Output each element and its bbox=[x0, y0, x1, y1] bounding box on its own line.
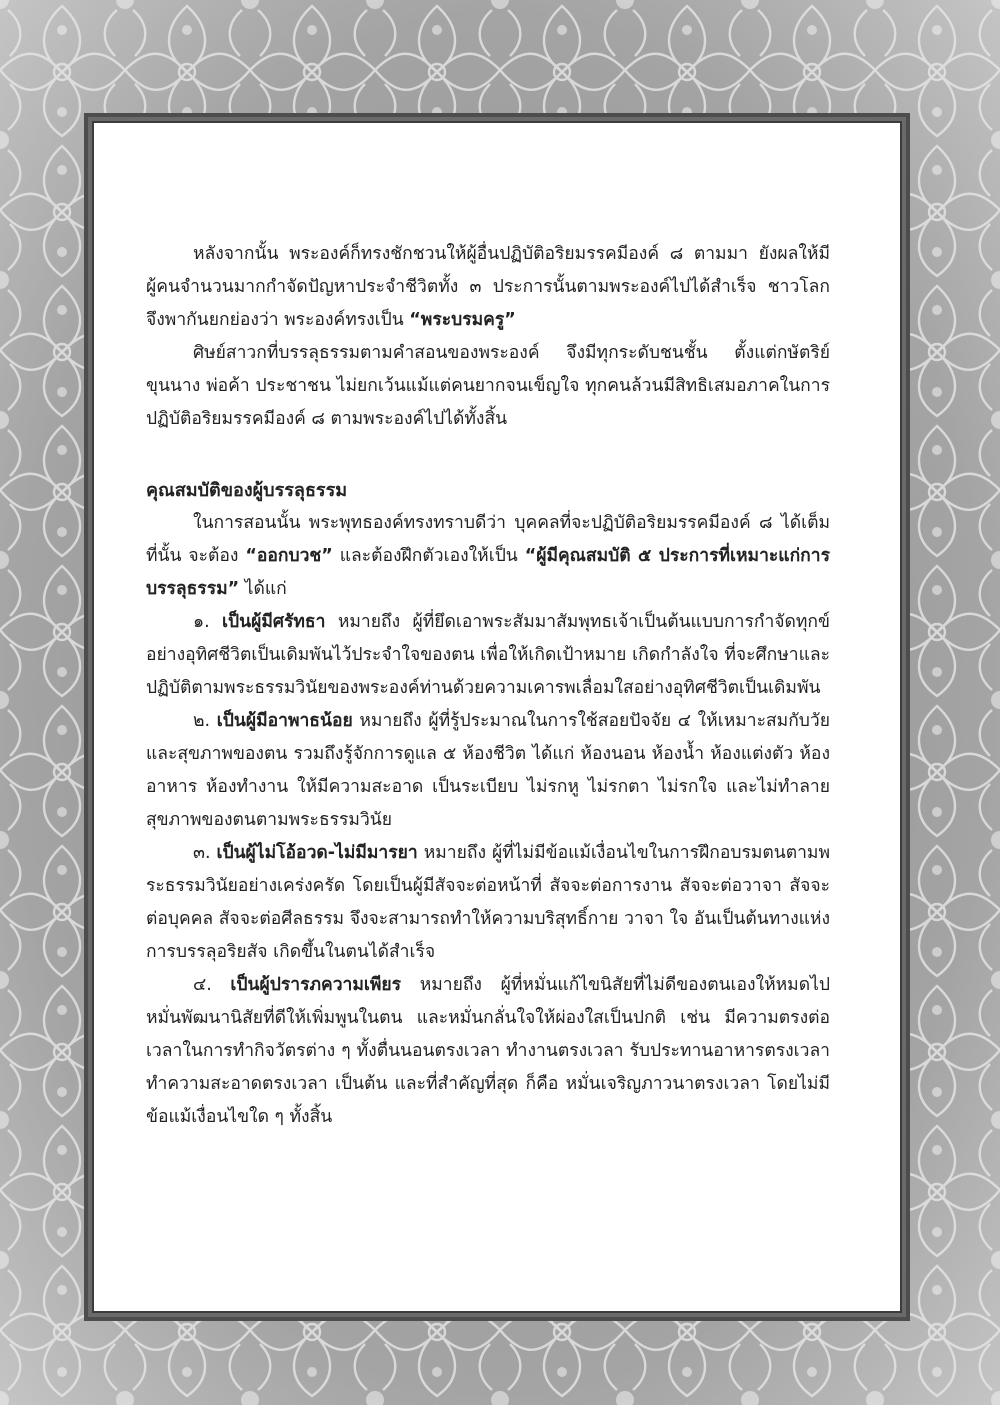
item-number: ๑. bbox=[193, 612, 223, 632]
list-item bbox=[146, 705, 830, 837]
item-number: ๓. bbox=[193, 843, 217, 863]
section-heading: คุณสมบัติของผู้บรรลุธรรม bbox=[146, 480, 348, 501]
item-body: หมายถึง ผู้ที่ยึดเอาพระสัมมาสัมพุทธเจ้าเป็นต้นแบบการกำจัดทุกข์อย่างอุทิศชีวิตเป็นเดิมพันไว้ประจำใจของตน เพื่อให้เกิดเป้าหมาย เกิดกำลังใจ ที่จะศึกษาและปฏิบัติตามพระธรรมวินัยของพระองค์ท่านด้วยความเคารพเลื่อมใสอย่างอุทิศชีวิตเป็นเดิมพัน bbox=[146, 612, 830, 698]
list-item bbox=[146, 837, 830, 969]
item-title: เป็นผู้มีศรัทธา bbox=[222, 612, 326, 632]
item-title: เป็นผู้ไม่โอ้อวด-ไม่มีมารยา bbox=[216, 843, 418, 863]
item-body: หมายถึง ผู้ที่หมั่นแก้ไขนิสัยที่ไม่ดีของตนเองให้หมดไป หมั่นพัฒนานิสัยที่ดีให้เพิ่มพูนในตน และหมั่นกลั่นใจให้ผ่องใสเป็นปกติ เช่น มีความตรงต่อเวลาในการทำกิจวัตรต่าง ๆ ทั้งตื่นนอนตรงเวลา ทำงานตรงเวลา รับประทานอาหารตรงเวลา ทำความสะอาดตรงเวลา เป็นต้น และที่สำคัญที่สุด ก็คือ หมั่นเจริญภาวนาตรงเวลา โดยไม่มีข้อแม้เงื่อนไขใด ๆ ทั้งสิ้น bbox=[146, 975, 830, 1127]
item-body: หมายถึง ผู้ที่รู้ประมาณในการใช้สอยปัจจัย ๔ ให้เหมาะสมกับวัยและสุขภาพของตน รวมถึงรู้จักการดูแล ๕ ห้องชีวิต ได้แก่ ห้องนอน ห้องน้ำ ห้องแต่งตัว ห้องอาหาร ห้องทำงาน ให้มีความสะอาด เป็นระเบียบ ไม่รกหู ไม่รกตา ไม่รกใจ และไม่ทำลายสุขภาพของตนตามพระธรรมวินัย bbox=[146, 711, 830, 830]
lead-emphasis-ordain: “ออกบวช” bbox=[245, 546, 333, 566]
item-number: ๒. bbox=[193, 711, 217, 731]
intro-paragraph-1 bbox=[146, 238, 830, 337]
document-body bbox=[146, 238, 830, 1134]
lead-emphasis-qualities: “ผู้มีคุณสมบัติ ๕ ประการที่เหมาะแก่การบรรลุธรรม” bbox=[146, 546, 830, 599]
intro-text-1: หลังจากนั้น พระองค์ก็ทรงชักชวนให้ผู้อื่นปฏิบัติอริยมรรคมีองค์ ๘ ตามมา ยังผลให้มีผู้คนจำนวนมากกำจัดปัญหาประจำชีวิตทั้ง ๓ ประการนั้นตามพระองค์ไปได้สำเร็จ ชาวโลกจึงพากันยกย่องว่า พระองค์ทรงเป็น bbox=[146, 244, 830, 330]
list-item bbox=[146, 606, 830, 705]
item-body: หมายถึง ผู้ที่ไม่มีข้อแม้เงื่อนไขในการฝึกอบรมตนตามพระธรรมวินัยอย่างเคร่งครัด โดยเป็นผู้มีสัจจะต่อหน้าที่ สัจจะต่อการงาน สัจจะต่อวาจา สัจจะต่อบุคคล สัจจะต่อศีลธรรม จึงจะสามารถทำให้ความบริสุทธิ์กาย วาจา ใจ อันเป็นต้นทางแห่งการบรรลุอริยสัจ เกิดขึ้นในตนได้สำเร็จ bbox=[146, 843, 830, 962]
intro-emphasis: “พระบรมครู” bbox=[409, 310, 516, 330]
item-number: ๔. bbox=[193, 975, 231, 995]
item-title: เป็นผู้มีอาพาธน้อย bbox=[216, 711, 353, 731]
lead-text-a: ในการสอนนั้น พระพุทธองค์ทรงทราบดีว่า บุคคลที่จะปฏิบัติอริยมรรคมีองค์ ๘ ได้เต็มที่นั้น จะต้อง bbox=[146, 513, 830, 566]
lead-text-c: และต้องฝึกตัวเองให้เป็น bbox=[332, 546, 525, 566]
lead-paragraph bbox=[146, 507, 830, 606]
intro-paragraph-2: ศิษย์สาวกที่บรรลุธรรมตามคำสอนของพระองค์ จึงมีทุกระดับชนชั้น ตั้งแต่กษัตริย์ ขุนนาง พ่อค้า ประชาชน ไม่ยกเว้นแม้แต่คนยากจนเข็ญใจ ทุกคนล้วนมีสิทธิเสมอภาคในการปฏิบัติอริยมรรคมีองค์ ๘ ตามพระองค์ไปได้ทั้งสิ้น bbox=[146, 343, 830, 429]
lead-text-e: ได้แก่ bbox=[239, 579, 287, 599]
list-item bbox=[146, 969, 830, 1134]
item-title: เป็นผู้ปรารภความเพียร bbox=[230, 975, 402, 995]
